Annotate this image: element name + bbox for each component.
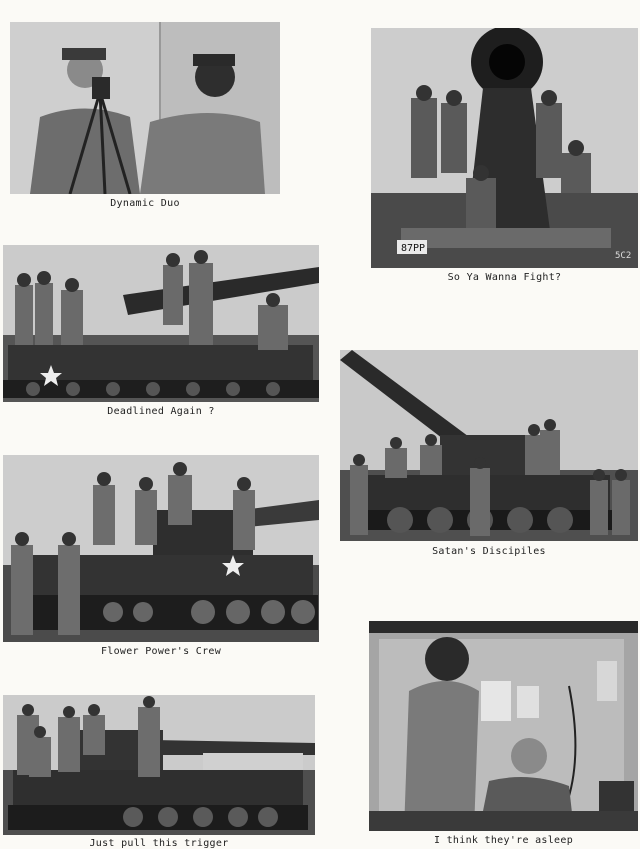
photo-just-pull-trigger	[3, 695, 315, 835]
photo-flower-powers-crew	[3, 455, 319, 642]
photo-dynamic-duo	[10, 22, 280, 194]
caption-satans-disciples: Satan's Discipiles	[432, 546, 546, 557]
photo-deadlined-again	[3, 245, 319, 402]
photo-so-ya-wanna-fight	[371, 28, 638, 268]
caption-asleep: I think they're asleep	[433, 835, 574, 846]
caption-dynamic-duo: Dynamic Duo	[110, 198, 180, 209]
photo-asleep	[369, 621, 638, 831]
photo-gun-number: 87PP	[401, 243, 426, 254]
caption-flower-powers-crew: Flower Power's Crew	[100, 646, 222, 657]
photo-gun-code: 5C2	[615, 251, 632, 261]
caption-so-ya-wanna-fight: So Ya Wanna Fight?	[447, 272, 562, 283]
caption-just-pull-trigger: Just pull this trigger	[89, 838, 229, 849]
photo-satans-disciples	[340, 350, 638, 541]
caption-deadlined-again: Deadlined Again ?	[107, 406, 215, 417]
